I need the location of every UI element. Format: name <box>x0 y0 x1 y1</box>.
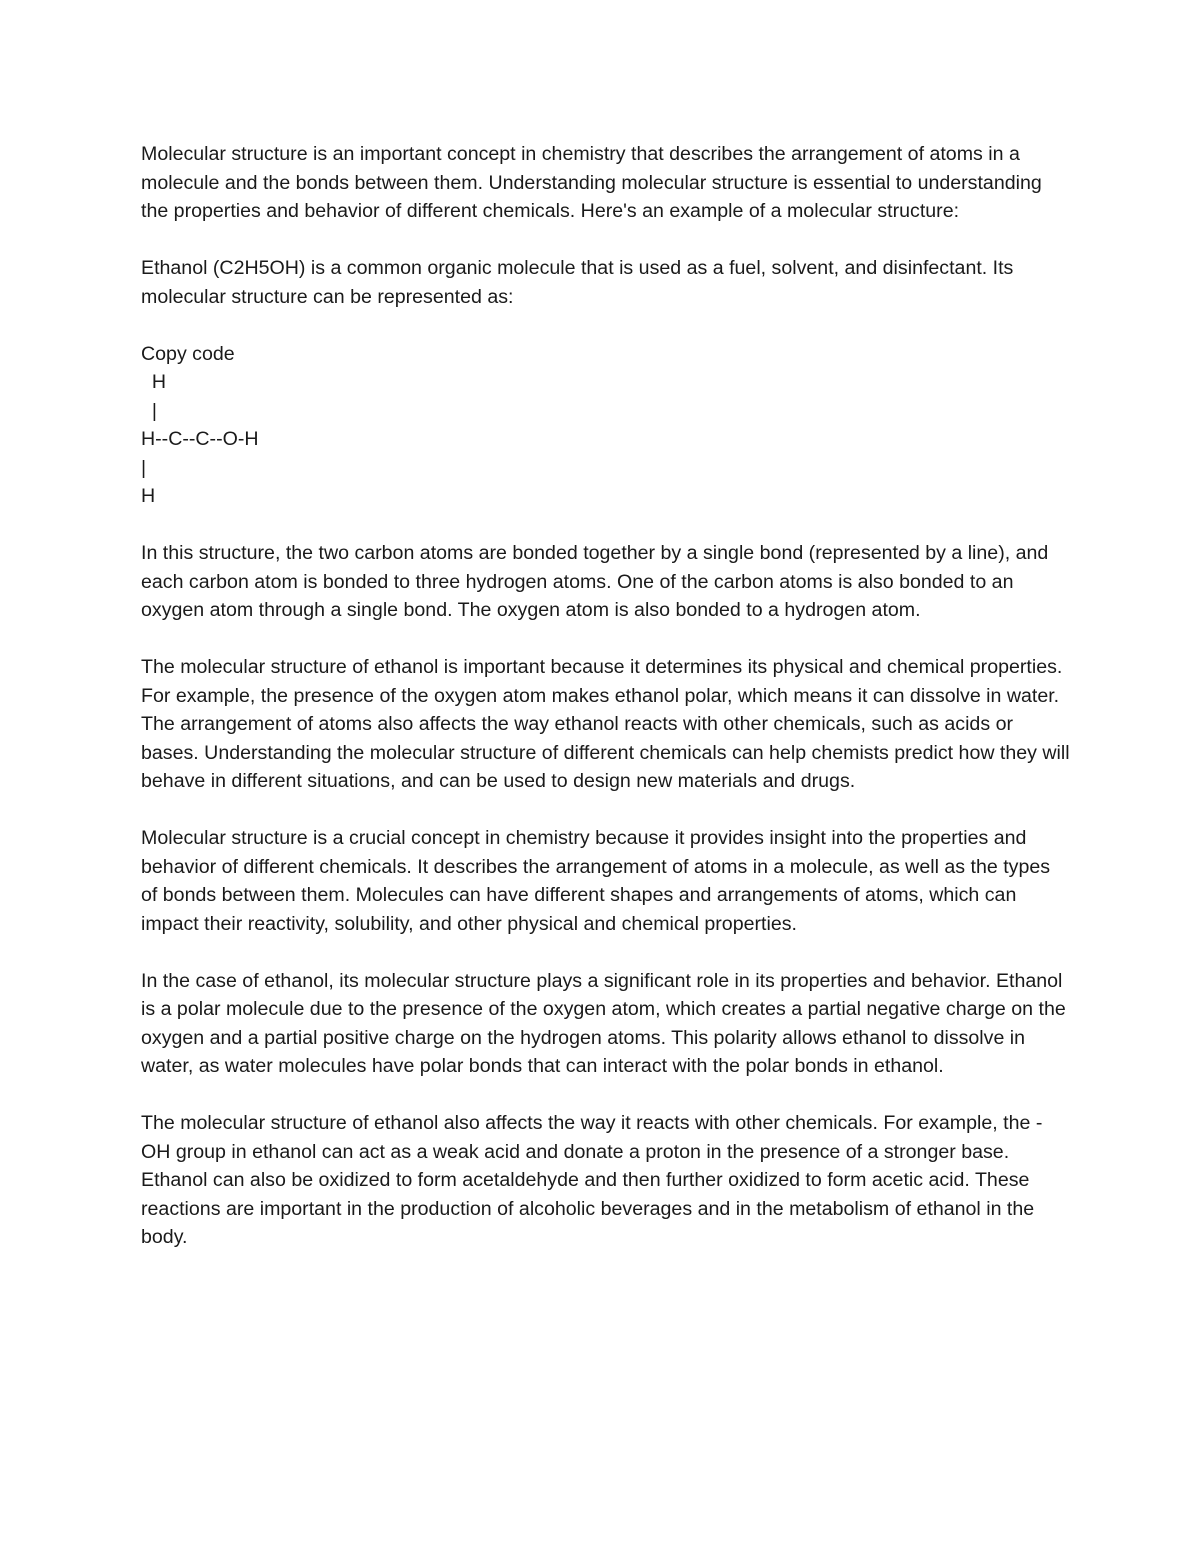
ethanol-reactions-paragraph: The molecular structure of ethanol also affects the way it reacts with other chemicals. For example, the -OH group in ethanol can act as a weak acid and donate a proton in the presence of a stronger base. Ethanol can also be oxidized to form acetaldehyde and then further oxidized to form acetic acid. These reactions are important in the production of alcoholic beverages and in the metabolism of ethanol in the body. <box>141 1112 1043 1248</box>
structure-line: | <box>141 456 147 479</box>
structure-explanation-paragraph: In this structure, the two carbon atoms are bonded together by a single bond (represented by a line), and each carbon atom is bonded to three hydrogen atoms. One of the carbon atoms is also bonded to an oxygen atom through a single bond. The oxygen atom is also bonded to a hydrogen atom. <box>141 542 1049 621</box>
structure-line: H--C--C--O-H <box>141 428 259 450</box>
crucial-concept-paragraph: Molecular structure is a crucial concept in chemistry because it provides insight into the properties and behavior of different chemicals. It describes the arrangement of atoms in a molecule, as well as the types of bonds between them. Molecules can have different shapes and arrangements of atoms, which can impact their reactivity, solubility, and other physical and chemical properties. <box>141 827 1051 935</box>
structure-line: | <box>141 399 157 422</box>
ethanol-intro-paragraph: Ethanol (C2H5OH) is a common organic molecule that is used as a fuel, solvent, and disinfectant. Its molecular structure can be represented as: <box>141 257 1014 308</box>
ethanol-structure-code-block <box>141 340 1071 511</box>
copy-code-label: Copy code <box>141 342 235 365</box>
document-body <box>141 140 1071 1280</box>
importance-paragraph: The molecular structure of ethanol is important because it determines its physical and chemical properties. For example, the presence of the oxygen atom makes ethanol polar, which means it can dissolve in water. The arrangement of atoms also affects the way ethanol reacts with other chemicals, such as acids or bases. Understanding the molecular structure of different chemicals can help chemists predict how they will behave in different situations, and can be used to design new materials and drugs. <box>141 656 1070 792</box>
ethanol-polarity-paragraph: In the case of ethanol, its molecular structure plays a significant role in its properties and behavior. Ethanol is a polar molecule due to the presence of the oxygen atom, which creates a partial negative charge on the oxygen and a partial positive charge on the hydrogen atoms. This polarity allows ethanol to dissolve in water, as water molecules have polar bonds that can interact with the polar bonds in ethanol. <box>141 969 1066 1077</box>
structure-line: H <box>141 371 167 393</box>
structure-line: H <box>141 485 156 507</box>
intro-paragraph: Molecular structure is an important concept in chemistry that describes the arrangement of atoms in a molecule and the bonds between them. Understanding molecular structure is essential to understanding the properties and behavior of different chemicals. Here's an example of a molecular structure: <box>141 143 1042 222</box>
